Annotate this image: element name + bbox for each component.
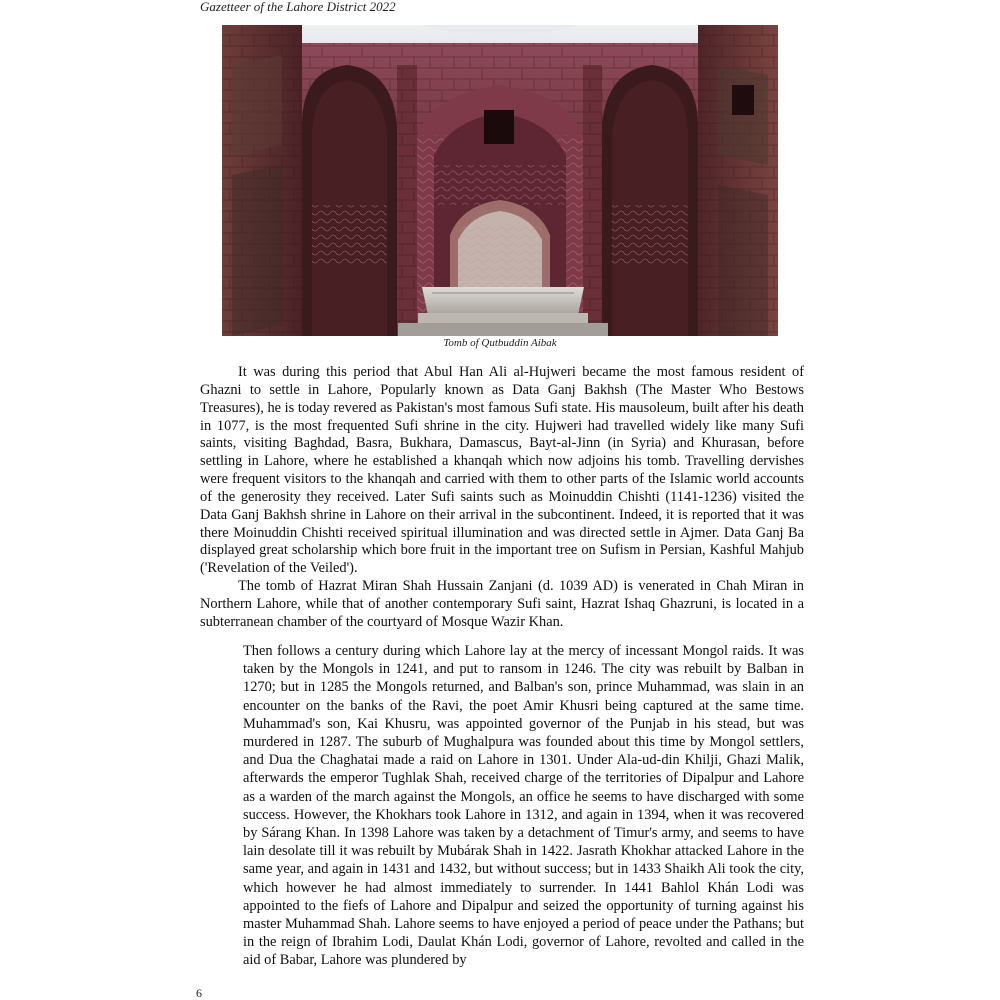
page-number: 6 — [196, 986, 202, 1000]
body-text — [200, 364, 804, 632]
block-quote-text: Then follows a century during which Lahore lay at the mercy of incessant Mongol raids. It was taken by the Mongols in 1241, and put to ransom in 1246. The city was rebuilt by Balban in 1270; but in 1285 the Mongols returned, and Balban's son, prince Muhammad, was slain in an encounter on the banks of the Ravi, the poet Amir Khusri being captured at the same time. Muhammad's son, Kai Khusru, was appointed governor of the Punjab in his stead, but was murdered in 1287. The suburb of Mughalpura was founded about this time by Mongol settlers, and Dua the Chaghatai made a raid on Lahore in 1301. Under Ala-ud-din Khilji, Ghazi Malik, afterwards the emperor Tughlak Shah, received charge of the territories of Dipalpur and Lahore as a warden of the march against the Mongols, an office he seems to have discharged with some success. However, the Khokhars took Lahore in 1312, and again in 1394, when it was recovered by Sárang Khan. In 1398 Lahore was taken by a detachment of Timur's army, and seems to have lain desolate till it was rebuilt by Mubárak Shah in 1422. Jasrath Khokhar attacked Lahore in the same year, and again in 1431 and 1432, but without success; but in 1433 Shaikh Ali took the city, which however he had almost immediately to surrender. In 1441 Bahlol Khán Lodi was appointed to the fiefs of Lahore and Dipalpur and seized the opportunity of turning against his master Muhammad Shah. Lahore seems to have enjoyed a period of peace under the Pathans; but in the reign of Ibrahim Lodi, Daulat Khán Lodi, governor of Lahore, revolted and called in the aid of Babar, Lahore was plundered by — [243, 643, 804, 969]
paragraph-hujweri: It was during this period that Abul Han Ali al-Hujweri became the most famous resident of Ghazni to settle in Lahore, Popularly known as Data Ganj Bakhsh (The Master Who Bestows Treasures), he is today revered as Pakistan's most famous Sufi state. His mausoleum, built after his death in 1077, is the most frequented Sufi shrine in the city. Hujweri had travelled widely like many Sufi saints, visiting Baghdad, Basra, Bukhara, Damascus, Bayt-al-Jinn (in Syria) and Khurasan, before settling in Lahore, where he established a khanqah which now adjoins his tomb. Travelling dervishes were frequent visitors to the khanqah and carried with them to other parts of the Islamic world accounts of the generosity they received. Later Sufi saints such as Moinuddin Chishti (1141-1236) visited the Data Ganj Bakhsh shrine in Lahore on their arrival in the subcontinent. Indeed, it is reported that it was there Moinuddin Chishti received spiritual illumination and was directed settle in Ajmer. Data Ganj Ba displayed great scholarship which bore fruit in the important tree on Sufism in Persian, Kashful Mahjub ('Revelation of the Veiled'). — [200, 364, 804, 577]
block-quote — [243, 642, 804, 970]
figure-caption: Tomb of Qutbuddin Aibak — [443, 337, 557, 349]
tomb-illustration — [222, 25, 778, 336]
tomb-photograph — [222, 25, 778, 336]
running-header: Gazetteer of the Lahore District 2022 — [200, 0, 396, 14]
paragraph-zanjani: The tomb of Hazrat Miran Shah Hussain Zanjani (d. 1039 AD) is venerated in Chah Miran in Northern Lahore, while that of another contemporary Sufi saint, Hazrat Ishaq Ghazruni, is located in a subterranean chamber of the courtyard of Mosque Wazir Khan. — [200, 578, 804, 630]
